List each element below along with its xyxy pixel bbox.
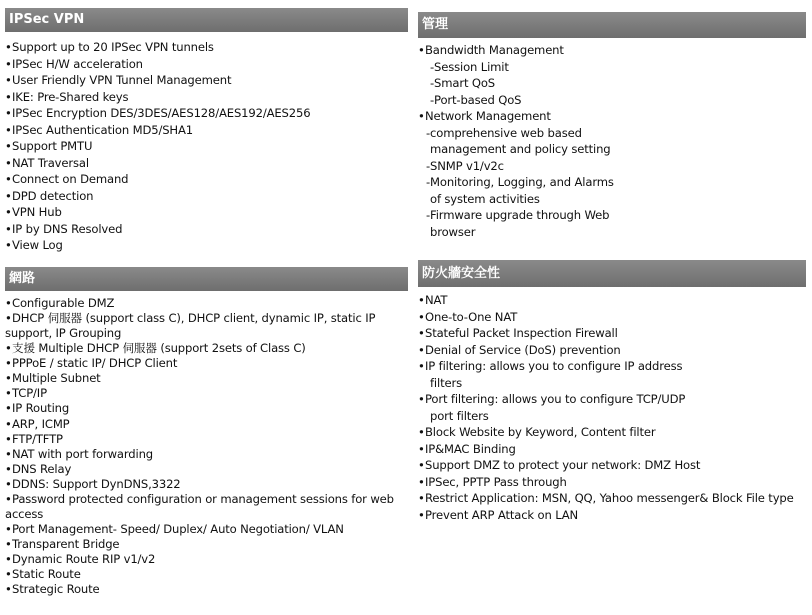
management-list [418,42,806,240]
list-item-text: IP Routing [12,401,70,416]
list-item-text: PPPoE / static IP/ DHCP Client [12,356,178,371]
list-item-text: filters [430,375,462,390]
list-item [5,492,408,522]
list-item-text: DPD detection [12,188,94,203]
list-subitem [418,375,806,392]
list-subitem [418,158,806,175]
list-item [5,89,408,106]
bullet-icon: • [418,109,425,123]
list-item-text: -comprehensive web based [426,125,582,140]
bullet-icon: • [5,122,12,137]
list-item-text: IPSec, PPTP Pass through [425,474,567,489]
bullet-icon: • [418,441,425,456]
list-item [418,507,806,524]
list-item-text: Port filtering: allows you to configure TCP/UDP [425,392,686,406]
list-item [5,356,408,371]
bullet-icon: • [5,537,12,552]
bullet-icon: • [5,296,12,310]
list-item-text: Stateful Packet Inspection Firewall [425,326,618,340]
network-header: 網路 [5,267,408,291]
list-item-text: Restrict Application: MSN, QQ, Yahoo messenger& Block File type [425,491,794,505]
list-item-text: TCP/IP [12,386,47,401]
bullet-icon: • [418,342,425,357]
list-item [5,311,408,341]
list-item [5,582,408,597]
list-item-text: -Firmware upgrade through Web [426,208,610,222]
bullet-icon: • [418,359,425,373]
bullet-icon: • [5,356,12,371]
list-item-text: Connect on Demand [12,172,129,186]
bullet-icon: • [5,476,12,491]
list-item-text: View Log [12,238,63,252]
list-item-text: Configurable DMZ [12,296,115,310]
ipsec-section [5,8,408,254]
list-item [5,122,408,139]
list-item [418,309,806,326]
bullet-icon: • [5,139,12,153]
list-item [418,441,806,458]
list-item [5,56,408,73]
list-item [5,188,408,205]
bullet-icon: • [5,431,12,446]
bullet-icon: • [5,371,12,386]
list-item-text: Static Route [12,567,81,582]
firewall-list [418,292,806,523]
list-item [5,462,408,477]
list-item-text: of system activities [430,191,540,206]
list-item-text: Support up to 20 IPSec VPN tunnels [12,40,214,54]
list-item-text: One-to-One NAT [425,309,518,324]
list-item-text: IPSec Authentication MD5/SHA1 [12,122,194,137]
bullet-icon: • [5,461,12,476]
list-item-text: Strategic Route [12,582,100,597]
list-item-text: -SNMP v1/v2c [426,158,504,173]
list-item [418,358,806,375]
list-subitem [418,59,806,76]
list-item [418,457,806,474]
list-subitem [418,92,806,109]
list-item [5,155,408,172]
list-item-text: IPSec Encryption DES/3DES/AES128/AES192/AES256 [12,106,311,120]
network-list [5,296,408,598]
list-item [5,386,408,401]
bullet-icon: • [5,492,12,507]
list-item-text: -Smart QoS [430,76,496,90]
bullet-icon: • [418,474,425,489]
bullet-icon: • [418,491,425,505]
list-item-text: IP by DNS Resolved [12,221,123,236]
list-item-text: -Session Limit [430,59,509,74]
list-item [5,138,408,155]
bullet-icon: • [5,188,12,203]
list-item [5,567,408,582]
list-item-text: IKE: Pre-Shared keys [12,89,129,104]
bullet-icon: • [5,401,12,416]
list-subitem [418,75,806,92]
bullet-icon: • [418,293,425,307]
list-item-text: DDNS: Support DynDNS,3322 [12,476,181,491]
firewall-section [418,260,806,523]
list-item-text: -Port-based QoS [430,92,522,107]
network-section [5,267,408,598]
list-subitem [418,224,806,241]
list-item-text: Denial of Service (DoS) prevention [425,342,621,357]
bullet-icon: • [418,309,425,324]
firewall-header: 防火牆安全性 [418,260,806,287]
bullet-icon: • [5,446,12,461]
list-item [5,552,408,567]
list-item [418,42,806,59]
list-item-text: -Monitoring, Logging, and Alarms [426,175,614,189]
list-item-text: Support DMZ to protect your network: DMZ Host [425,458,701,472]
list-item [418,391,806,408]
bullet-icon: • [418,392,425,406]
list-item-text: Support PMTU [12,139,93,153]
list-item-text: Network Management [425,109,551,123]
list-item [5,371,408,386]
list-item-text: Block Website by Keyword, Content filter [425,425,656,439]
list-item [418,474,806,491]
bullet-icon: • [418,43,425,57]
list-item-text: 支援 Multiple DHCP 伺服器 (support 2sets of Class C) [12,341,306,356]
list-item-text: Prevent ARP Attack on LAN [425,507,579,522]
list-item [5,171,408,188]
list-item [5,221,408,238]
list-item [5,237,408,254]
list-item [418,292,806,309]
list-item-text: User Friendly VPN Tunnel Management [12,73,232,87]
list-subitem [418,141,806,158]
list-subitem [418,125,806,142]
bullet-icon: • [5,386,12,401]
bullet-icon: • [5,567,12,582]
list-item [5,401,408,416]
bullet-icon: • [5,582,12,597]
bullet-icon: • [5,341,12,356]
bullet-icon: • [418,326,425,340]
bullet-icon: • [5,106,12,120]
bullet-icon: • [5,205,12,219]
ipsec-list [5,39,408,254]
list-item [5,296,408,311]
list-item [5,72,408,89]
list-item-text: VPN Hub [12,205,62,219]
list-item [5,432,408,447]
list-item [5,477,408,492]
list-item [5,417,408,432]
list-item [5,39,408,56]
bullet-icon: • [418,458,425,472]
bullet-icon: • [5,221,12,236]
bullet-icon: • [5,155,12,170]
list-item-text: Password protected configuration or management sessions for web access [5,492,394,522]
list-item-text: management and policy setting [430,142,611,156]
list-item-text: Multiple Subnet [12,371,101,386]
list-item [418,490,806,507]
list-item [418,424,806,441]
bullet-icon: • [5,311,12,326]
ipsec-header: IPSec VPN [5,8,408,32]
list-item-text: Transparent Bridge [12,537,120,552]
bullet-icon: • [418,507,425,522]
bullet-icon: • [5,172,12,186]
list-subitem [418,207,806,224]
list-subitem [418,408,806,425]
list-item [418,108,806,125]
management-section [418,12,806,240]
bullet-icon: • [5,522,12,537]
list-item-text: NAT Traversal [12,155,89,170]
list-item-text: ARP, ICMP [12,416,70,431]
list-item-text: port filters [430,408,489,423]
list-item [5,522,408,537]
list-item-text: IPSec H/W acceleration [12,56,143,71]
bullet-icon: • [5,56,12,71]
bullet-icon: • [5,89,12,104]
list-item-text: Port Management- Speed/ Duplex/ Auto Negotiation/ VLAN [12,522,344,537]
list-item-text: FTP/TFTP [12,431,63,446]
list-item-text: IP&MAC Binding [425,441,516,456]
bullet-icon: • [5,238,12,252]
list-item-text: Bandwidth Management [425,43,564,57]
list-item-text: DNS Relay [12,461,72,476]
list-subitem [418,191,806,208]
bullet-icon: • [5,40,12,54]
list-item-text: Dynamic Route RIP v1/v2 [12,552,156,567]
list-item-text: DHCP 伺服器 (support class C), DHCP client, dynamic IP, static IP support, IP Grouping [5,311,376,341]
bullet-icon: • [5,552,12,567]
list-item [5,105,408,122]
list-item [5,447,408,462]
list-item [5,341,408,356]
list-item-text: browser [430,224,476,239]
bullet-icon: • [5,416,12,431]
list-subitem [418,174,806,191]
bullet-icon: • [5,73,12,87]
list-item-text: NAT [425,293,448,307]
list-item-text: IP filtering: allows you to configure IP address [425,359,683,373]
management-header: 管理 [418,12,806,38]
list-item [418,325,806,342]
list-item [5,537,408,552]
bullet-icon: • [418,425,425,439]
list-item-text: NAT with port forwarding [12,446,153,461]
list-item [5,204,408,221]
list-item [418,342,806,359]
